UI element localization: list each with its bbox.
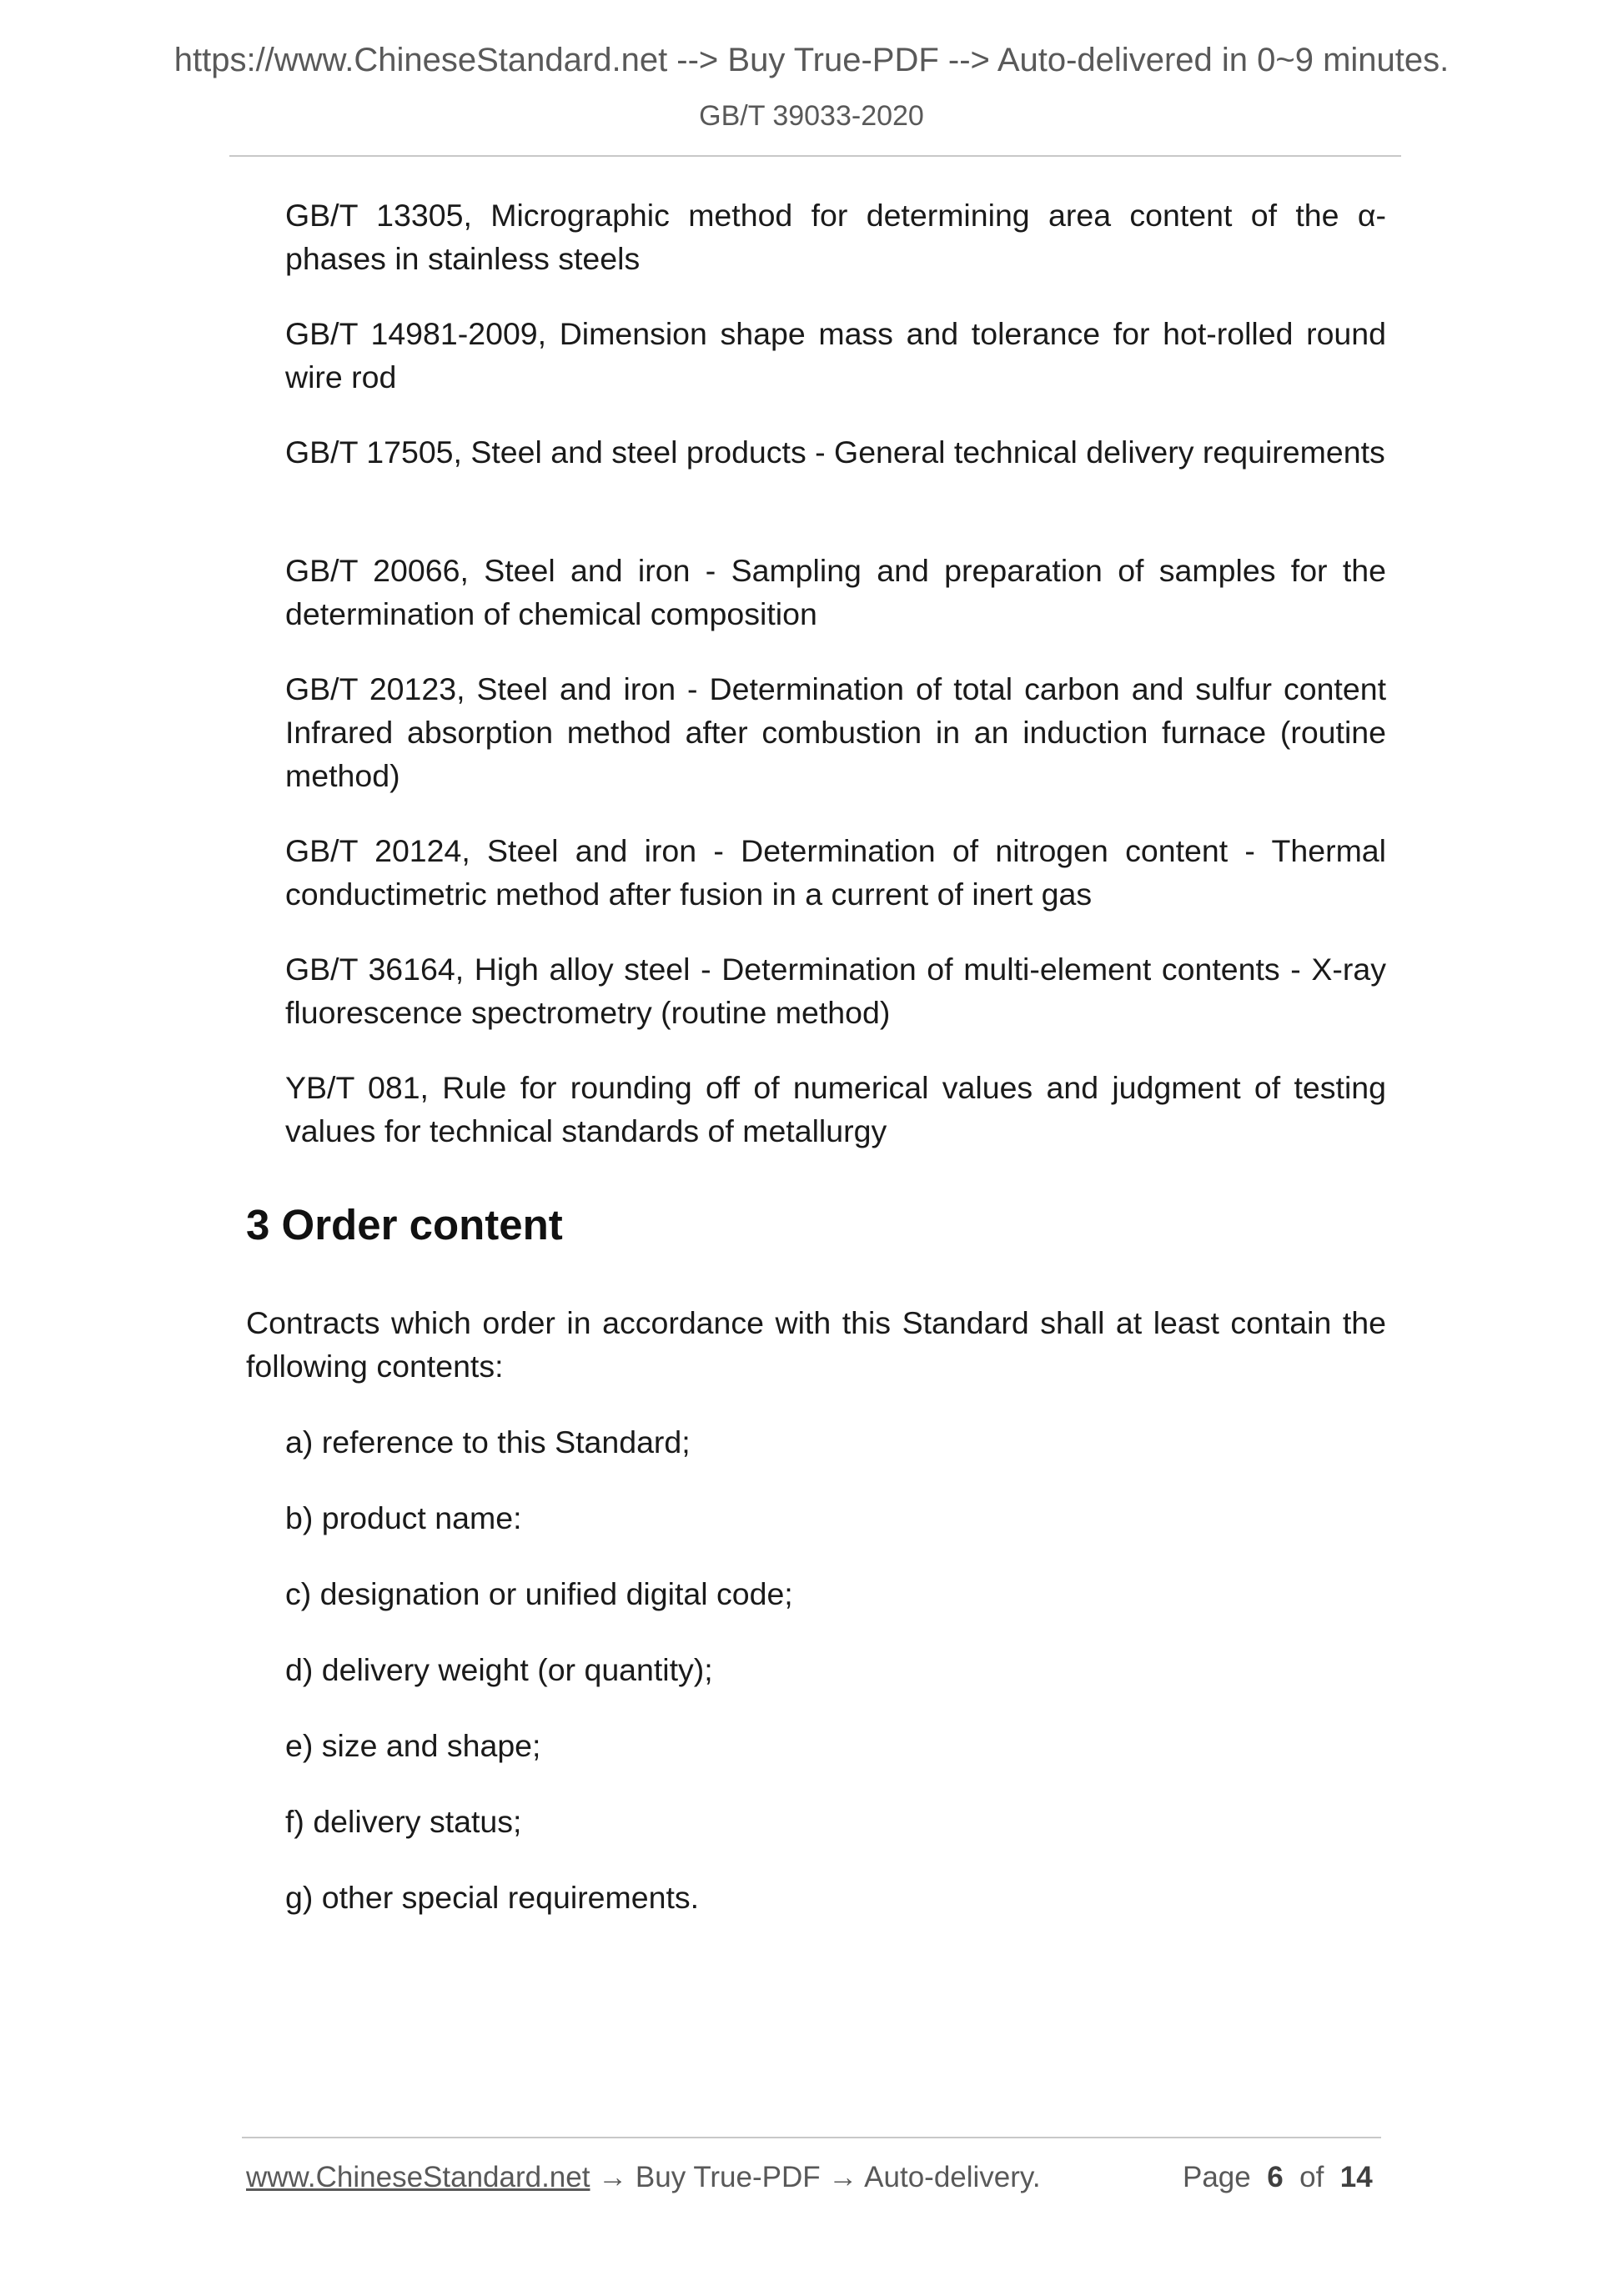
page-indicator — [1183, 2163, 1373, 2192]
list-item: f) delivery status; — [285, 1804, 522, 1839]
list-item: g) other special requirements. — [285, 1880, 700, 1915]
reference-gbt-20123: GB/T 20123, Steel and iron - Determination of total carbon and sulfur content Infrared absorption method after combustion in an induction furnace (routine method) — [285, 671, 1386, 793]
list-item: c) designation or unified digital code; — [285, 1576, 793, 1611]
header-banner: https://www.ChineseStandard.net --> Buy True-PDF --> Auto-delivered in 0~9 minutes. — [173, 42, 1450, 78]
page-word: Page — [1183, 2161, 1251, 2193]
list-item: d) delivery weight (or quantity); — [285, 1652, 713, 1687]
reference-gbt-13305: GB/T 13305, Micrographic method for determining area content of the α-phases in stainless steels — [285, 198, 1386, 276]
footer-divider — [242, 2137, 1381, 2138]
header-divider — [229, 155, 1401, 157]
reference-gbt-36164: GB/T 36164, High alloy steel - Determination of multi-element contents - X-ray fluorescence spectrometry (routine method) — [285, 952, 1386, 1030]
reference-gbt-20066: GB/T 20066, Steel and iron - Sampling and preparation of samples for the determination of chemical composition — [285, 553, 1386, 631]
page-total: 14 — [1339, 2161, 1373, 2193]
list-item: e) size and shape; — [285, 1728, 541, 1763]
reference-gbt-20124: GB/T 20124, Steel and iron - Determination of nitrogen content - Thermal conductimetric method after fusion in a current of inert gas — [285, 833, 1386, 912]
reference-gbt-14981: GB/T 14981-2009, Dimension shape mass and tolerance for hot-rolled round wire rod — [285, 316, 1386, 394]
reference-gbt-17505: GB/T 17505, Steel and steel products - General technical delivery requirements — [285, 435, 1385, 470]
footer-tagline: → Buy True-PDF → Auto-delivery. — [590, 2161, 1041, 2193]
reference-ybt-081: YB/T 081, Rule for rounding off of numerical values and judgment of testing values for technical standards of metallurgy — [285, 1070, 1386, 1148]
site-link[interactable]: www.ChineseStandard.net — [246, 2161, 590, 2193]
document-code: GB/T 39033-2020 — [699, 100, 924, 132]
page-current: 6 — [1267, 2161, 1284, 2193]
page-of: of — [1299, 2161, 1324, 2193]
section-heading: 3 Order content — [246, 1201, 563, 1248]
footer-promo — [246, 2163, 1041, 2192]
list-item: b) product name: — [285, 1500, 522, 1535]
section-intro: Contracts which order in accordance with this Standard shall at least contain the following contents: — [246, 1305, 1386, 1384]
list-item: a) reference to this Standard; — [285, 1424, 691, 1459]
